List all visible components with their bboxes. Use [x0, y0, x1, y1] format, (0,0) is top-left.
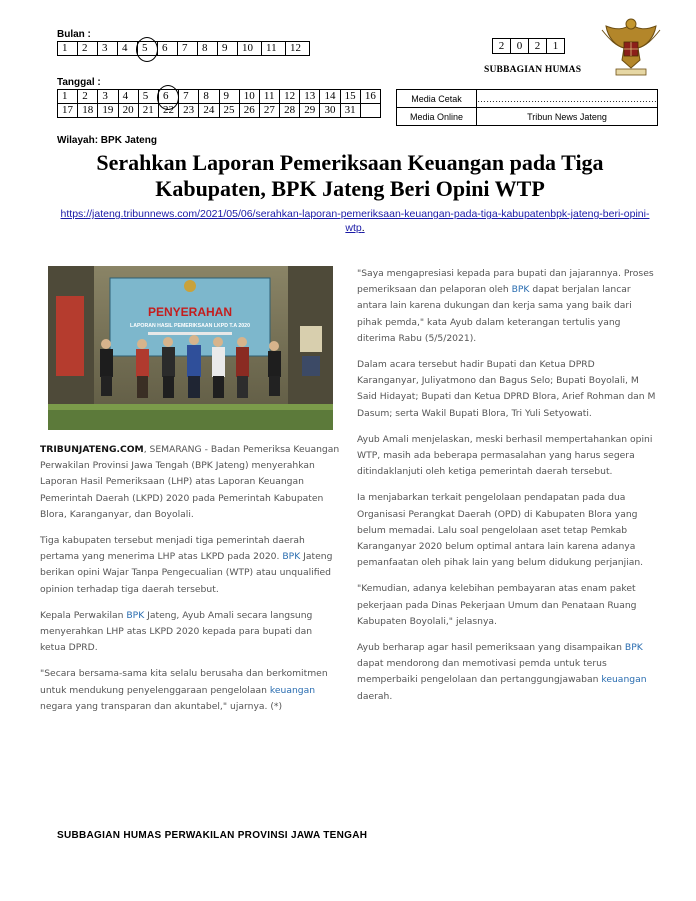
source-name: TRIBUNJATENG.COM — [40, 444, 144, 455]
tanggal-cell: 3 — [98, 90, 118, 104]
media-online-label: Media Online — [397, 108, 477, 126]
tanggal-cell: 12 — [280, 90, 300, 104]
right-p6-text-b: dapat mendorong dan memotivasi pemda untuk terus memperbaiki pengelolaan dan pertanggungjawaban — [357, 658, 607, 686]
tanggal-cell: 18 — [78, 104, 98, 118]
tanggal-cell: 15 — [340, 90, 360, 104]
article-url-link[interactable]: https://jateng.tribunnews.com/2021/05/06/serahkan-laporan-pemeriksaan-keuangan-pada-tiga-kabupatenbpk-jateng-beri-opini-wtp — [60, 208, 650, 234]
right-paragraph-4: Ia menjabarkan terkait pengelolaan pendapatan pada dua Organisasi Perangkat Daerah (OPD) di Kabupaten Blora yang belum memadai. Lalu soal pengelolaan aset tetap Pemkab Karanganyar 2020 belum optimal antara lain karena adanya pemanfaatan oleh pihak lain yang belum didukung perjanjian. — [357, 492, 644, 569]
right-p6-text-a: Ayub berharap agar hasil pemeriksaan yang disampaikan — [357, 642, 625, 654]
left-p4-text-b: negara yang transparan dan akuntabel," ujarnya. (*) — [40, 700, 283, 712]
right-p6-text-c: daerah. — [357, 690, 393, 702]
year-digit-cell: 2 — [493, 39, 511, 54]
tanggal-cell: 26 — [239, 104, 259, 118]
tanggal-cell: 4 — [118, 90, 138, 104]
article-url[interactable] — [55, 207, 655, 235]
left-p3-text-b: Jateng, Ayub Amali secara langsung menyerahkan LHP atas LKPD 2020 kepada para bupati dan ketua DPRD. — [40, 609, 313, 654]
link-keuangan[interactable]: keuangan — [269, 684, 316, 696]
bulan-cell: 4 — [118, 42, 138, 56]
right-paragraph-5: "Kemudian, adanya kelebihan pembayaran atas enam paket pekerjaan pada Dinas Pekerjaan Umum dan Penataan Ruang Kabupaten Boyolali," jelasnya. — [357, 583, 637, 627]
left-paragraph-1 — [40, 442, 340, 523]
article-url-end: . — [361, 222, 365, 234]
ceremony-photo-illustration — [48, 266, 333, 430]
left-paragraph-3 — [40, 608, 340, 657]
left-paragraph-2 — [40, 533, 340, 598]
link-keuangan[interactable]: keuangan — [601, 674, 647, 686]
unit-label: SUBBAGIAN HUMAS — [484, 65, 582, 75]
tanggal-cell: 25 — [219, 104, 239, 118]
left-paragraph-4 — [40, 666, 340, 715]
tanggal-cell: 7 — [179, 90, 199, 104]
link-bpk[interactable]: BPK — [126, 609, 145, 621]
bulan-cell: 2 — [78, 42, 98, 56]
media-table — [396, 89, 658, 126]
right-paragraph-3: Ayub Amali menjelaskan, meski berhasil mempertahankan opini WTP, masih ada beberapa permasalahan yang harus segera ditindaklanjuti oleh ketiga pemerintah daerah tersebut. — [357, 433, 653, 478]
year-digit-cell: 0 — [511, 39, 529, 54]
tanggal-cell: 22 — [158, 104, 178, 118]
bulan-cell: 3 — [98, 42, 118, 56]
article-right-column — [357, 266, 657, 715]
year-digit-cell: 2 — [529, 39, 547, 54]
article-title: Serahkan Laporan Pemeriksaan Keuangan pada Tiga Kabupaten, BPK Jateng Beri Opini WTP — [96, 150, 604, 201]
tanggal-cell: 6 — [158, 90, 178, 104]
tanggal-cell: 29 — [300, 104, 320, 118]
right-p1-text-b: dapat berjalan lancar antara lain karena dukungan dan kerja sama yang baik dari pihak pemda," kata Ayub dalam keterangan tertulis yang diterima Rabu (5/5/2021). — [357, 284, 632, 344]
left-p1-text: , SEMARANG - Badan Pemeriksa Keuangan Perwakilan Provinsi Jawa Tengah (BPK Jateng) menyerahkan Laporan Hasil Pemeriksaan (LHP) atas Laporan Keuangan Pemerintah Daerah (LKPD) 2020 pada Pemerintah Kabupaten Blora, Karanganyar, dan Boyolali. — [40, 444, 340, 520]
link-bpk[interactable]: BPK — [624, 642, 643, 654]
tanggal-cell: 20 — [118, 104, 138, 118]
tanggal-cell: 28 — [280, 104, 300, 118]
garuda-emblem-icon — [598, 16, 664, 78]
left-p4-text-a: "Secara bersama-sama kita selalu berusaha dan berkomitmen untuk mendukung penyelenggaraan pengelolaan — [40, 668, 328, 696]
banner-subtitle: LAPORAN HASIL PEMERIKSAAN LKPD T.A 2020 — [130, 323, 250, 329]
tanggal-label: Tanggal : — [57, 77, 101, 88]
right-p1-text-a: "Saya mengapresiasi kepada para bupati dan jajarannya. Proses pemeriksaan dan pelaporan oleh — [357, 268, 654, 296]
bulan-cell: 9 — [218, 42, 238, 56]
right-paragraph-2: Dalam acara tersebut hadir Bupati dan Ketua DPRD Karanganyar, Juliyatmono dan Bagus Selo; Bupati Boyolali, M Said Hidayat; Bupati dan Ketua DPRD Blora, Arief Rohman dan M Dasum; serta Wakil Bupati Blora, Tri Yuli Setyowati. — [357, 359, 656, 419]
bulan-grid — [57, 41, 310, 56]
right-paragraph-6 — [357, 640, 657, 705]
link-bpk[interactable]: BPK — [282, 551, 301, 563]
media-cetak-label: Media Cetak — [397, 90, 477, 108]
tanggal-cell: 24 — [199, 104, 219, 118]
tanggal-cell: 14 — [320, 90, 340, 104]
bulan-cell: 11 — [262, 42, 286, 56]
wilayah-label: Wilayah: BPK Jateng — [57, 135, 157, 146]
tanggal-cell: 11 — [259, 90, 279, 104]
tanggal-cell: 19 — [98, 104, 118, 118]
bulan-cell: 10 — [238, 42, 262, 56]
media-online-value: Tribun News Jateng — [477, 108, 658, 126]
right-paragraph-1 — [357, 266, 657, 347]
tanggal-cell: 2 — [78, 90, 98, 104]
article-left-column — [40, 442, 340, 725]
tanggal-cell: 27 — [259, 104, 279, 118]
year-digit-cell: 1 — [547, 39, 565, 54]
bulan-cell: 5 — [138, 42, 158, 56]
year-grid — [492, 38, 565, 54]
tanggal-cell — [360, 104, 380, 118]
tanggal-cell: 5 — [138, 90, 158, 104]
bulan-cell: 6 — [158, 42, 178, 56]
bulan-label: Bulan : — [57, 29, 91, 40]
link-bpk[interactable]: BPK — [511, 284, 530, 296]
article-photo — [48, 266, 333, 430]
banner-title: PENYERAHAN — [147, 305, 233, 319]
tanggal-cell: 1 — [58, 90, 78, 104]
tanggal-cell: 21 — [138, 104, 158, 118]
left-p3-text-a: Kepala Perwakilan — [40, 609, 127, 621]
left-p2-text-a: Tiga kabupaten tersebut menjadi tiga pemerintah daerah pertama yang menerima LHP atas LKPD pada 2020. — [40, 535, 305, 563]
left-p2-text-b: Jateng berikan opini Wajar Tanpa Pengecualian (WTP) atau unqualified opinion terhadap tiga daerah tersebut. — [40, 551, 333, 595]
media-cetak-value: …………………………………………………… — [477, 90, 658, 108]
tanggal-cell: 9 — [219, 90, 239, 104]
tanggal-cell: 23 — [179, 104, 199, 118]
tanggal-cell: 17 — [58, 104, 78, 118]
bulan-cell: 8 — [198, 42, 218, 56]
tanggal-cell: 31 — [340, 104, 360, 118]
bulan-cell: 7 — [178, 42, 198, 56]
tanggal-cell: 10 — [239, 90, 259, 104]
bulan-cell: 12 — [286, 42, 310, 56]
tanggal-grid — [57, 89, 381, 118]
tanggal-cell: 13 — [300, 90, 320, 104]
tanggal-cell: 30 — [320, 104, 340, 118]
bulan-cell: 1 — [58, 42, 78, 56]
tanggal-cell: 8 — [199, 90, 219, 104]
tanggal-cell: 16 — [360, 90, 380, 104]
footer-label: SUBBAGIAN HUMAS PERWAKILAN PROVINSI JAWA TENGAH — [57, 830, 368, 841]
